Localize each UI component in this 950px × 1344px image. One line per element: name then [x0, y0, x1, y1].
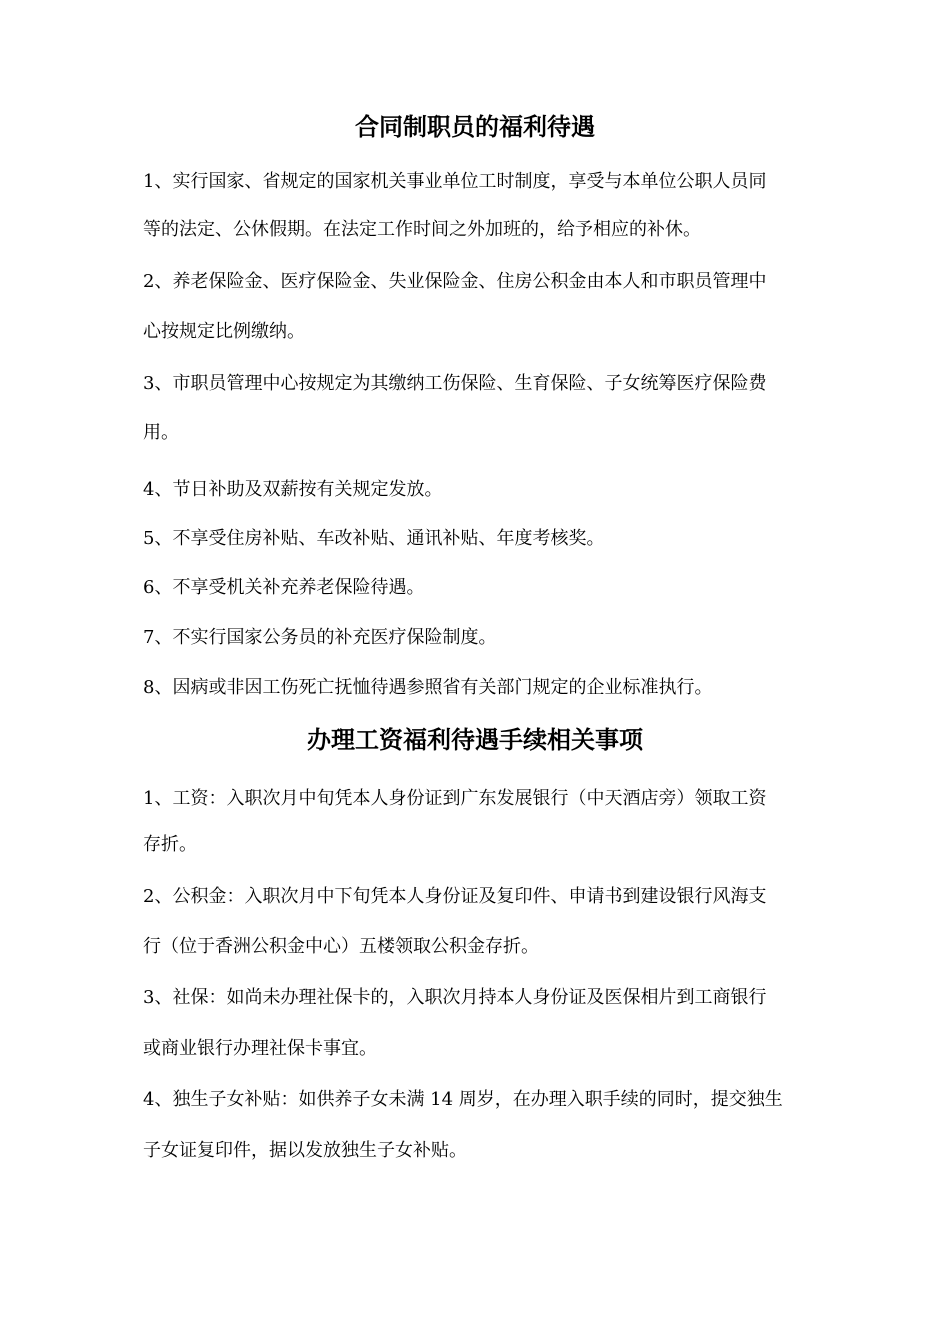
section2-title: 办理工资福利待遇手续相关事项 — [307, 725, 643, 754]
section2-item4-line1: 4、独生子女补贴：如供养子女未满 14 周岁，在办理入职手续的同时，提交独生 — [143, 1089, 783, 1110]
section2-item1-line1: 1、工资：入职次月中旬凭本人身份证到广东发展银行（中天酒店旁）领取工资 — [143, 788, 767, 809]
section2-item2-line2: 行（位于香洲公积金中心）五楼领取公积金存折。 — [143, 936, 539, 957]
section1-item3-line2: 用。 — [143, 422, 179, 443]
section1-item1-line2: 等的法定、公休假期。在法定工作时间之外加班的，给予相应的补休。 — [143, 219, 701, 240]
section1-item7: 7、不实行国家公务员的补充医疗保险制度。 — [143, 627, 497, 648]
section1-item2-line1: 2、养老保险金、医疗保险金、失业保险金、住房公积金由本人和市职员管理中 — [143, 271, 767, 292]
section1-item2-line2: 心按规定比例缴纳。 — [143, 321, 305, 342]
section1-title: 合同制职员的福利待遇 — [355, 112, 595, 141]
section2-item1-line2: 存折。 — [143, 834, 197, 855]
section2-item4-line2: 子女证复印件，据以发放独生子女补贴。 — [143, 1140, 467, 1161]
section1-item5: 5、不享受住房补贴、车改补贴、通讯补贴、年度考核奖。 — [143, 528, 605, 549]
section1-item1-line1: 1、实行国家、省规定的国家机关事业单位工时制度，享受与本单位公职人员同 — [143, 171, 767, 192]
section2-item2-line1: 2、公积金：入职次月中下旬凭本人身份证及复印件、申请书到建设银行风海支 — [143, 886, 767, 907]
section1-item4: 4、节日补助及双薪按有关规定发放。 — [143, 479, 443, 500]
section2-item3-line2: 或商业银行办理社保卡事宜。 — [143, 1038, 377, 1059]
section1-item6: 6、不享受机关补充养老保险待遇。 — [143, 577, 425, 598]
section1-item3-line1: 3、市职员管理中心按规定为其缴纳工伤保险、生育保险、子女统筹医疗保险费 — [143, 373, 767, 394]
section1-item8: 8、因病或非因工伤死亡抚恤待遇参照省有关部门规定的企业标准执行。 — [143, 677, 713, 698]
section2-item3-line1: 3、社保：如尚未办理社保卡的，入职次月持本人身份证及医保相片到工商银行 — [143, 987, 767, 1008]
